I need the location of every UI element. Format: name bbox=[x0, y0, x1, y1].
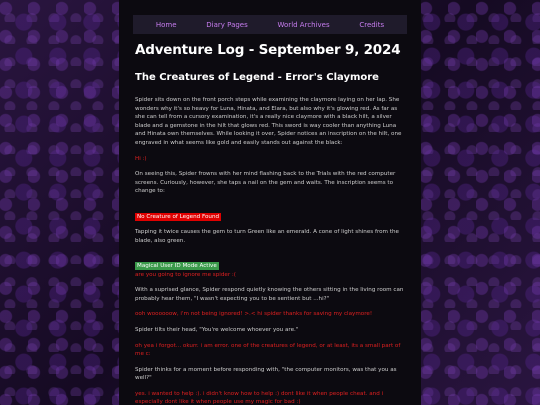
nav-world-archives-link[interactable]: World Archives bbox=[277, 20, 330, 29]
nav-credits-link[interactable]: Credits bbox=[359, 20, 385, 29]
magical-mode-badge: Magical User ID Mode Active bbox=[137, 263, 217, 270]
paragraph-1: Spider sits down on the front porch steps while examining the claymore laying on her lap. She wonders why it's so heavy for Luna, Hinata, and Elara, but also why it's glowing red. As far as she can tell from a cursory examination, it's a really nice claymore with a black hilt, a silver blade and a gemstone in the hilt that glows red. This sword is way cooler than anything Luna and Hinata own themselves. While looking it over, Spider notices an inscription on the hilt, one engraved in what seems like gold and easily stands out against the black: bbox=[135, 97, 402, 146]
red-text-yes: yes. i wanted to help :). i didn't know how to help :) dont like it when people cheat. and i especially dont like it when people use my magic for bad :) bbox=[135, 390, 384, 405]
top-nav bbox=[133, 15, 407, 34]
main-content bbox=[119, 34, 421, 405]
page-title: Adventure Log - September 9, 2024 bbox=[135, 42, 401, 58]
nav-home-link[interactable]: Home bbox=[155, 20, 177, 29]
paragraph-3: Tapping it twice causes the gem to turn Green like an emerald. A cone of light shines from the blade, also green. bbox=[135, 228, 399, 244]
paragraph-2: On seeing this, Spider frowns with her mind flashing back to the Trials with the red computer screens. Curiously, however, she taps a nail on the gem and waits. The inscription seems to change to: bbox=[135, 171, 396, 195]
paragraph-4: With a suprised glance, Spider respond quietly knowing the others sitting in the living room can probably hear them, "I wasn't expecting you to be sentient but ...hi?" bbox=[135, 287, 404, 302]
red-text-hi: Hi :) bbox=[135, 155, 147, 162]
no-creature-badge: No Creature of Legend Found bbox=[137, 213, 220, 220]
paragraph-5: Spider tilts their head, "You're welcome whoever you are." bbox=[135, 326, 299, 333]
page-panel bbox=[119, 0, 421, 405]
red-text-woo: ooh woooooow, i'm not being ignored! >.< hi spider thanks for saving my claymore! bbox=[135, 311, 373, 318]
red-text-forgot: oh yea i forgot... okurr. i am error. one of the creatures of legend, or at least, its a small part of me c: bbox=[135, 342, 401, 358]
section-title: The Creatures of Legend - Error's Claymore bbox=[135, 72, 379, 83]
nav-diary-pages-link[interactable]: Diary Pages bbox=[206, 20, 248, 29]
paragraph-6: Spider thinks for a moment before responding with, "the computer monitors, was that you as well?" bbox=[135, 366, 397, 382]
red-text-ignore: are you going to ignore me spider :( bbox=[135, 272, 236, 279]
